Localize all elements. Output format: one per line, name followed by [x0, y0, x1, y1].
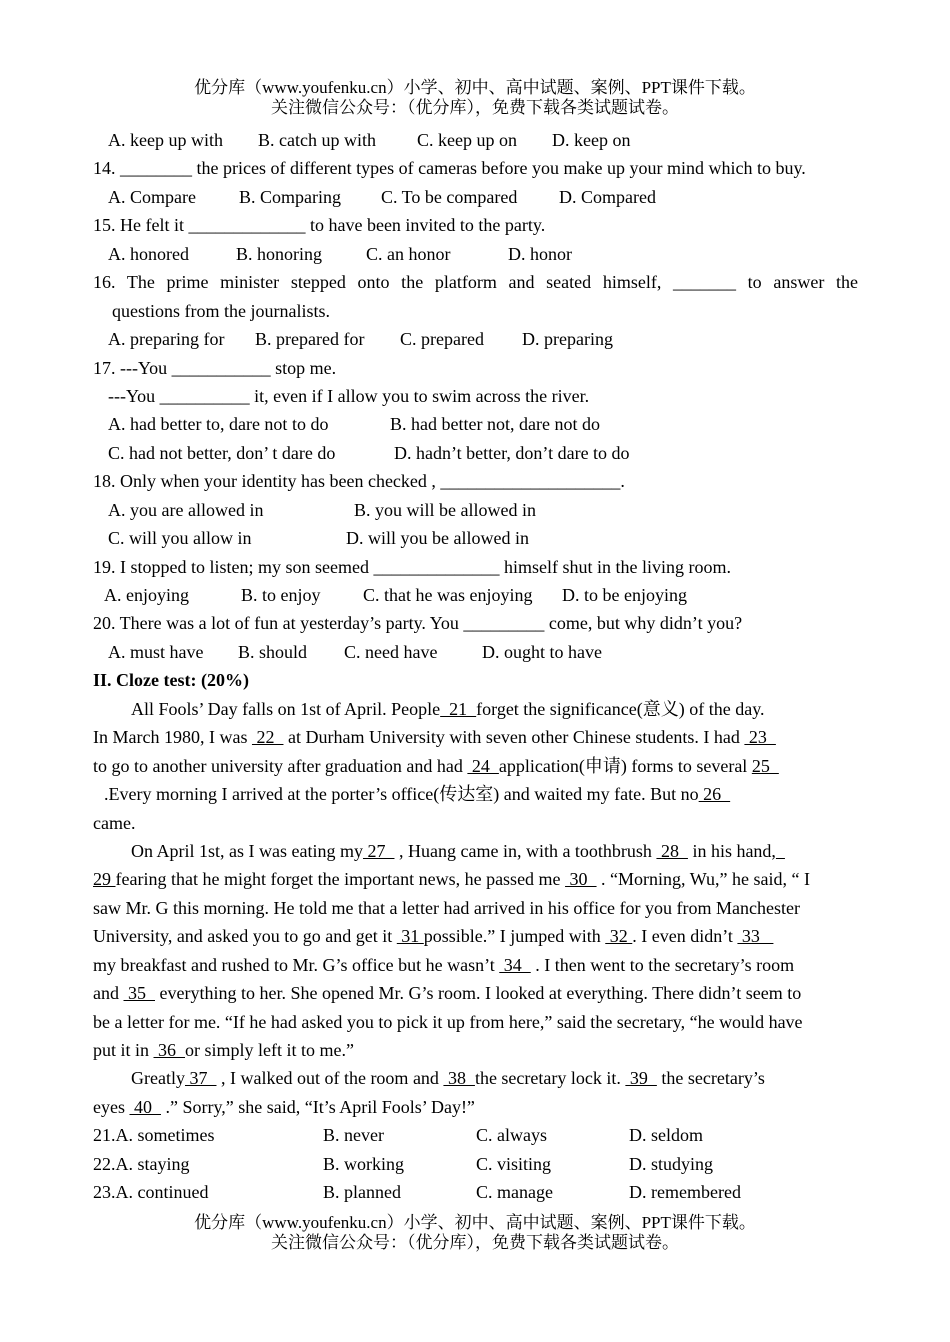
blank: 28	[656, 840, 688, 861]
q13-options	[93, 126, 858, 154]
blank	[776, 841, 785, 861]
cloze-line: be a letter for me. “If he had asked you to pick it up from here,” said the secretary, “he would have	[93, 1011, 803, 1032]
blank: 21	[440, 698, 477, 719]
q18-stem: 18. Only when your identity has been checked , ____________________.	[93, 471, 625, 492]
option: B. planned	[323, 1182, 401, 1203]
option: D. will you be allowed in	[346, 528, 529, 549]
q14-stem: 14. ________ the prices of different types of cameras before you make up your mind which to buy.	[93, 158, 806, 179]
blank: 29	[93, 869, 116, 890]
option: D. to be enjoying	[562, 585, 687, 605]
option: C. prepared	[400, 329, 484, 350]
footer-line-2: 关注微信公众号：（优分库），免费下载各类试题试卷。	[271, 1233, 679, 1252]
q15-stem: 15. He felt it _____________ to have been invited to the party.	[93, 215, 546, 236]
blank: 32	[605, 926, 633, 947]
option: D. studying	[629, 1153, 714, 1174]
option: C. To be compared	[381, 186, 518, 207]
blank: 35	[123, 983, 155, 1004]
blank: 30	[565, 869, 597, 890]
cloze-line: my breakfast and rushed to Mr. G’s office but he wasn’t 34 . I then went to the secretary’s room	[93, 954, 795, 975]
option: B. working	[323, 1153, 404, 1174]
page-footer	[0, 1213, 950, 1253]
option: D. keep on	[552, 130, 631, 150]
q17-stem-line-2: ---You __________ it, even if I allow you to swim across the river.	[108, 385, 590, 406]
cloze-line: University, and asked you to go and get it 31 possible.” I jumped with 32 . I even didn’t 33	[93, 926, 774, 947]
q17-stem-line-1: 17. ---You ___________ stop me.	[93, 357, 337, 378]
q16-stem-line-2: questions from the journalists.	[112, 300, 330, 321]
blank: 39	[625, 1068, 657, 1089]
blank: 25	[751, 755, 779, 776]
q16-stem-line-1: 16. The prime minister stepped onto the platform and seated himself, _______ to answer the	[93, 272, 858, 293]
cloze-line: to go to another university after graduation and had 24 application(申请) forms to several 25	[93, 755, 779, 776]
option: 22.A. staying	[93, 1153, 190, 1174]
cloze-line: and 35 everything to her. She opened Mr. G’s room. I looked at everything. There didn’t seem to	[93, 983, 802, 1004]
header-line-1: 优分库（www.youfenku.cn）小学、初中、高中试题、案例、PPT课件下载。	[194, 78, 756, 97]
cloze-line: Greatly 37 , I walked out of the room and 38 the secretary lock it. 39 the secretary’s	[131, 1068, 765, 1089]
blank: 40	[129, 1096, 161, 1117]
option: B. should	[238, 641, 308, 662]
option: B. honoring	[236, 243, 323, 264]
option: B. you will be allowed in	[354, 499, 536, 520]
blank: 26	[698, 784, 731, 805]
option: D. Compared	[559, 186, 656, 207]
q20-stem: 20. There was a lot of fun at yesterday’s party. You _________ come, but why didn’t you?	[93, 613, 743, 634]
q16-options	[93, 325, 858, 353]
option: 23.A. continued	[93, 1182, 209, 1203]
option: A. had better to, dare not to do	[108, 414, 329, 435]
option: C. keep up on	[417, 130, 517, 150]
option: C. need have	[344, 641, 438, 662]
option: 21.A. sometimes	[93, 1125, 215, 1146]
blank: 36	[153, 1040, 186, 1060]
option: A. you are allowed in	[108, 499, 264, 520]
blank: 37	[184, 1068, 217, 1089]
option: C. will you allow in	[108, 528, 252, 549]
blank: 33	[737, 926, 774, 947]
option: A. honored	[108, 243, 189, 264]
q20-options	[93, 638, 858, 666]
blank: 22	[251, 727, 284, 748]
q15-options	[93, 240, 858, 268]
header-line-2: 关注微信公众号：（优分库），免费下载各类试题试卷。	[271, 98, 679, 117]
option: D. preparing	[522, 329, 613, 350]
cloze-options-21	[93, 1121, 858, 1149]
q17-options-row-2	[93, 439, 858, 467]
q14-options	[93, 183, 858, 211]
option: B. had better not, dare not do	[390, 414, 600, 435]
cloze-line: 29 fearing that he might forget the important news, he passed me 30 . “Morning, Wu,” he said, “ I	[93, 869, 810, 890]
option: B. never	[323, 1125, 384, 1146]
blank: 34	[499, 954, 531, 975]
cloze-line: .Every morning I arrived at the porter’s office(传达室) and waited my fate. But no 26	[104, 784, 731, 805]
option: D. remembered	[629, 1182, 741, 1203]
option: C. always	[476, 1125, 547, 1146]
option: C. that he was enjoying	[363, 585, 533, 605]
blank: 23	[744, 727, 776, 748]
option: A. must have	[108, 641, 204, 662]
q18-options-row-1	[93, 496, 858, 524]
option: A. Compare	[108, 186, 196, 207]
cloze-line: On April 1st, as I was eating my 27 , Huang came in, with a toothbrush 28 in his hand,	[93, 837, 858, 865]
option: C. an honor	[366, 243, 451, 264]
option: B. prepared for	[255, 329, 365, 350]
cloze-line: put it in 36 or simply left it to me.”	[93, 1040, 354, 1060]
option: D. honor	[508, 243, 572, 264]
page-header	[0, 78, 950, 118]
footer-line-1: 优分库（www.youfenku.cn）小学、初中、高中试题、案例、PPT课件下载。	[194, 1213, 756, 1232]
cloze-options-22	[93, 1150, 858, 1178]
q18-options-row-2	[93, 524, 858, 552]
option: C. manage	[476, 1182, 553, 1203]
option: B. Comparing	[239, 186, 341, 207]
cloze-line: In March 1980, I was 22 at Durham University with seven other Chinese students. I had 23	[93, 727, 776, 748]
option: C. had not better, don’ t dare do	[108, 442, 336, 463]
option: A. preparing for	[108, 329, 225, 350]
cloze-line: saw Mr. G this morning. He told me that a letter had arrived in his office for you from Manchester	[93, 897, 800, 918]
option: D. seldom	[629, 1125, 703, 1146]
option: B. catch up with	[258, 130, 376, 150]
cloze-options-23	[93, 1178, 858, 1206]
cloze-line: eyes 40 .” Sorry,” she said, “It’s April Fools’ Day!”	[93, 1096, 475, 1117]
blank: 24	[467, 755, 499, 776]
section-title: II. Cloze test: (20%)	[93, 670, 249, 691]
option: C. visiting	[476, 1153, 552, 1174]
q19-options	[93, 581, 858, 609]
option: D. hadn’t better, don’t dare to do	[394, 442, 630, 463]
option: A. keep up with	[108, 130, 223, 150]
option: B. to enjoy	[241, 585, 321, 605]
blank: 27	[362, 840, 395, 861]
cloze-line: All Fools’ Day falls on 1st of April. People 21 forget the significance(意义) of the day.	[131, 698, 765, 719]
q17-options-row-1	[93, 410, 858, 438]
blank: 31	[396, 926, 424, 947]
blank: 38	[443, 1068, 475, 1089]
q19-stem: 19. I stopped to listen; my son seemed ______________ himself shut in the living room.	[93, 556, 731, 577]
option: D. ought to have	[482, 641, 602, 662]
cloze-line: came.	[93, 812, 136, 833]
option: A. enjoying	[104, 585, 189, 605]
exam-body	[93, 126, 858, 1207]
